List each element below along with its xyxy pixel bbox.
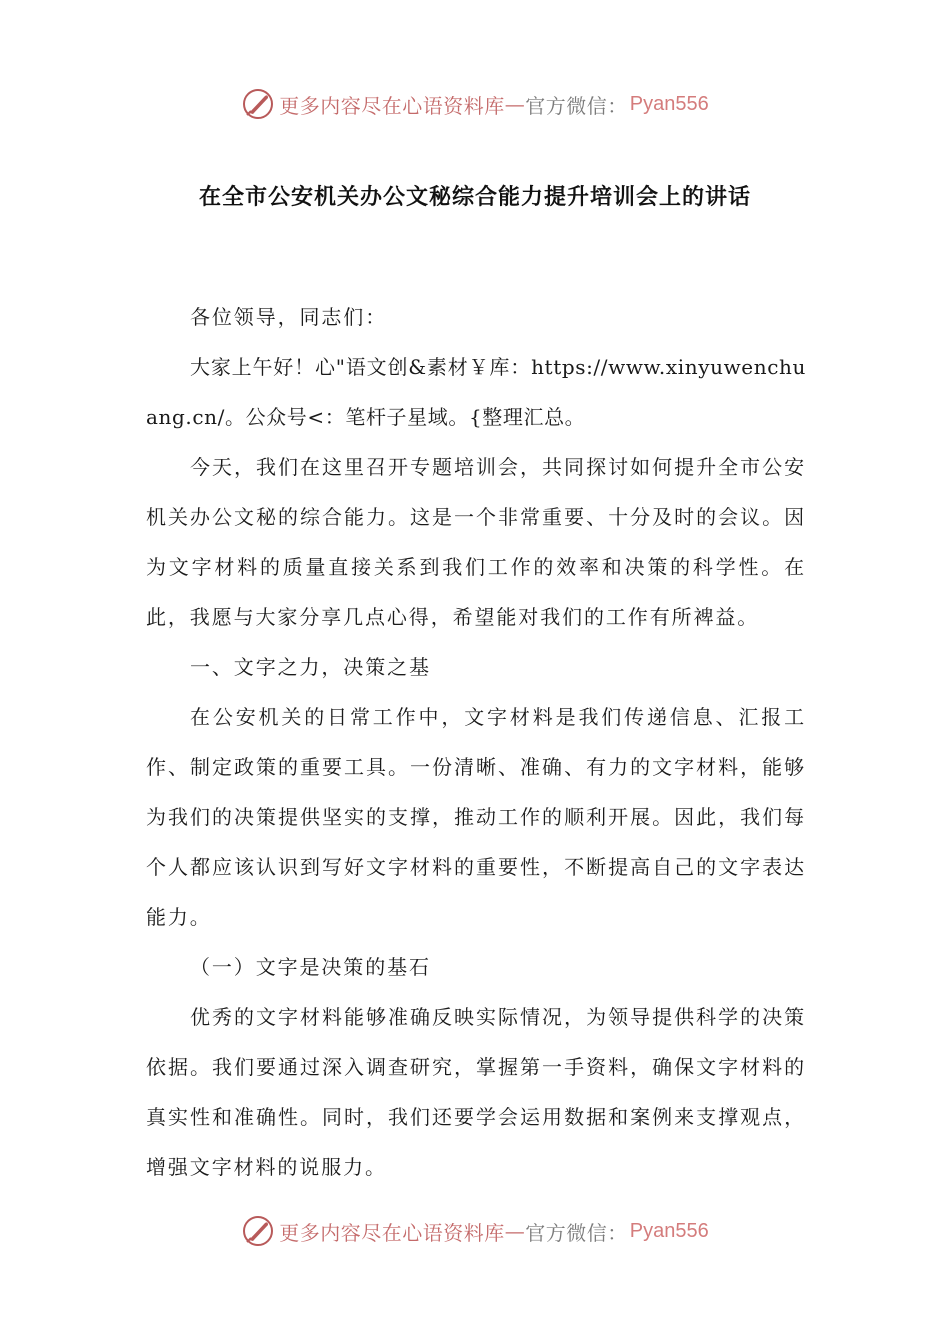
banner-wechat-id: Pyan556 [629, 92, 709, 115]
subsection-1-paragraph: 优秀的文字材料能够准确反映实际情况，为领导提供科学的决策依据。我们要通过深入调查研究，掌握第一手资料，确保文字材料的真实性和准确性。同时，我们还要学会运用数据和案例来支撑观点，增强文字材料的说服力。 [146, 1005, 806, 1179]
banner-main-text: 更多内容尽在心语资料库 [279, 1220, 505, 1245]
section-heading-1: 一、文字之力，决策之基 [190, 655, 431, 679]
header-watermark-banner [0, 84, 950, 124]
banner-dash: — [504, 92, 526, 116]
subsection-heading-1: （一）文字是决策的基石 [190, 955, 431, 979]
document-body [146, 292, 806, 1192]
intro-paragraph: 今天，我们在这里召开专题培训会，共同探讨如何提升全市公安机关办公文秘的综合能力。这是一个非常重要、十分及时的会议。因为文字材料的质量直接关系到我们工作的效率和决策的科学性。在此，我愿与大家分享几点心得，希望能对我们的工作有所裨益。 [146, 455, 806, 629]
salutation-paragraph: 各位领导，同志们： [190, 305, 388, 329]
banner-dash: — [504, 1219, 526, 1243]
banner-wechat-id: Pyan556 [629, 1219, 709, 1242]
banner-main-text: 更多内容尽在心语资料库 [279, 93, 505, 118]
quill-logo-icon [241, 87, 275, 121]
document-title: 在全市公安机关办公文秘综合能力提升培训会上的讲话 [198, 185, 751, 210]
section-1-paragraph: 在公安机关的日常工作中，文字材料是我们传递信息、汇报工作、制定政策的重要工具。一份清晰、准确、有力的文字材料，能够为我们的决策提供坚实的支撑，推动工作的顺利开展。因此，我们每个人都应该认识到写好文字材料的重要性，不断提高自己的文字表达能力。 [146, 705, 806, 929]
greeting-paragraph: 大家上午好！心"语文创&素材￥库：https://www.xinyuwenchuang.cn/。公众号<：笔杆子星域。{整理汇总。 [146, 355, 806, 429]
banner-official-label: 官方微信： [525, 93, 628, 118]
quill-logo-icon [241, 1214, 275, 1248]
footer-watermark-banner [0, 1211, 950, 1251]
banner-official-label: 官方微信： [525, 1220, 628, 1245]
